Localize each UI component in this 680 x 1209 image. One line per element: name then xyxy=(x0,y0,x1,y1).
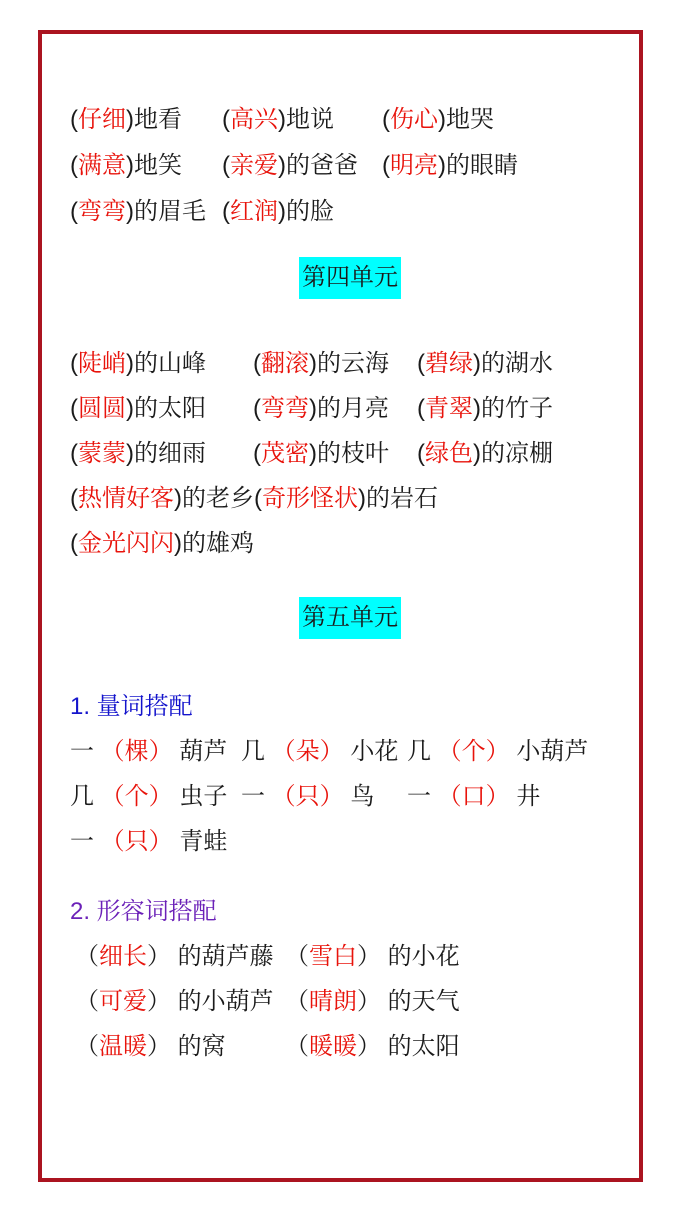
worksheet-content xyxy=(70,0,630,1069)
phrase xyxy=(70,819,241,864)
text-run: )地看 xyxy=(126,106,182,133)
phrase xyxy=(70,476,254,521)
text-run: ( xyxy=(70,485,78,512)
highlighted-word: 弯弯 xyxy=(78,198,126,225)
phrase-line xyxy=(70,934,630,979)
text-run: )的脸 xyxy=(278,198,334,225)
phrase xyxy=(253,341,417,386)
text-run: 井 xyxy=(509,783,541,810)
text-run: )的枝叶 xyxy=(309,440,389,467)
phrase-line xyxy=(70,979,630,1024)
section-title: 2. 形容词搭配 xyxy=(70,898,217,925)
text-run: ( xyxy=(253,395,261,422)
text-run: 一 xyxy=(407,783,438,810)
phrase-line xyxy=(70,97,630,143)
phrase xyxy=(417,431,553,476)
text-run: )的眼睛 xyxy=(438,152,518,179)
highlighted-word: 明亮 xyxy=(390,152,438,179)
text-run: )的竹子 xyxy=(473,395,553,422)
phrase xyxy=(417,341,553,386)
text-run: ( xyxy=(70,530,78,557)
text-run: )的云海 xyxy=(309,350,389,377)
phrase-line xyxy=(70,729,630,774)
text-run: ( xyxy=(70,350,78,377)
phrase-line xyxy=(70,774,630,819)
text-run: )的爸爸 xyxy=(278,152,358,179)
phrase xyxy=(70,386,253,431)
highlighted-word: 细长 xyxy=(99,943,147,970)
phrase-line xyxy=(70,819,630,864)
phrase xyxy=(70,729,241,774)
highlighted-word: 金光闪闪 xyxy=(78,530,174,557)
text-run: ( xyxy=(253,350,261,377)
highlighted-word: 茂密 xyxy=(261,440,309,467)
text-run: 小花 xyxy=(343,738,399,765)
unit-header-row xyxy=(70,257,630,299)
phrase xyxy=(70,189,222,235)
phrase xyxy=(75,979,285,1024)
highlighted-word: （只） xyxy=(100,828,173,855)
text-run: )的细雨 xyxy=(126,440,206,467)
highlighted-word: 温暖 xyxy=(99,1033,147,1060)
phrase-line xyxy=(70,143,630,189)
highlighted-word: 圆圆 xyxy=(78,395,126,422)
text-run: ） 的葫芦藤 xyxy=(147,943,274,970)
highlighted-word: （个） xyxy=(437,738,510,765)
text-run: （ xyxy=(285,988,309,1015)
text-run: 一 xyxy=(70,738,101,765)
phrase xyxy=(241,774,407,819)
text-run: （ xyxy=(285,1033,309,1060)
highlighted-word: 弯弯 xyxy=(261,395,309,422)
text-run: )的太阳 xyxy=(126,395,206,422)
text-run: 葫芦 xyxy=(172,738,228,765)
highlighted-word: 红润 xyxy=(230,198,278,225)
highlighted-word: （只） xyxy=(271,783,344,810)
highlighted-word: （朵） xyxy=(271,738,344,765)
text-run: ( xyxy=(70,440,78,467)
text-run: ( xyxy=(417,350,425,377)
highlighted-word: 可爱 xyxy=(99,988,147,1015)
highlighted-word: （口） xyxy=(437,783,510,810)
section-title: 1. 量词搭配 xyxy=(70,693,193,720)
phrase xyxy=(241,729,407,774)
text-run: ） 的窝 xyxy=(147,1033,226,1060)
phrase xyxy=(285,1024,460,1069)
text-run: 虫子 xyxy=(172,783,228,810)
text-run: 几 xyxy=(241,738,272,765)
phrase xyxy=(70,97,222,143)
text-run: )的岩石 xyxy=(358,485,438,512)
phrase xyxy=(407,774,540,819)
highlighted-word: 陡峭 xyxy=(78,350,126,377)
text-run: 一 xyxy=(70,828,101,855)
phrase-line xyxy=(70,341,630,386)
text-run: ( xyxy=(222,198,230,225)
phrase xyxy=(70,521,254,566)
highlighted-word: 热情好客 xyxy=(78,485,174,512)
highlighted-word: 碧绿 xyxy=(425,350,473,377)
text-run: （ xyxy=(285,943,309,970)
phrase-line xyxy=(70,1024,630,1069)
text-run: ） 的天气 xyxy=(357,988,460,1015)
phrase-section xyxy=(70,729,630,864)
phrase xyxy=(70,431,253,476)
text-run: ） 的小葫芦 xyxy=(147,988,274,1015)
phrase-section xyxy=(70,341,630,566)
phrase-line xyxy=(70,386,630,431)
highlighted-word: 满意 xyxy=(78,152,126,179)
highlighted-word: 绿色 xyxy=(425,440,473,467)
phrase xyxy=(407,729,588,774)
highlighted-word: 奇形怪状 xyxy=(262,485,358,512)
phrase xyxy=(253,431,417,476)
text-run: )的雄鸡 xyxy=(174,530,254,557)
text-run: ） 的太阳 xyxy=(357,1033,460,1060)
highlighted-word: （个） xyxy=(100,783,173,810)
text-run: ( xyxy=(70,198,78,225)
highlighted-word: 高兴 xyxy=(230,106,278,133)
highlighted-word: 亲爱 xyxy=(230,152,278,179)
highlighted-word: （棵） xyxy=(100,738,173,765)
text-run: ） 的小花 xyxy=(357,943,460,970)
phrase-section xyxy=(70,934,630,1069)
text-run: 几 xyxy=(407,738,438,765)
phrase xyxy=(382,97,494,143)
phrase xyxy=(75,934,285,979)
highlighted-word: 暖暖 xyxy=(309,1033,357,1060)
phrase-line xyxy=(70,521,630,566)
text-run: 青蛙 xyxy=(172,828,228,855)
phrase-line xyxy=(70,431,630,476)
phrase xyxy=(417,386,553,431)
phrase xyxy=(253,386,417,431)
text-run: ( xyxy=(222,152,230,179)
text-run: 几 xyxy=(70,783,101,810)
text-run: ( xyxy=(70,395,78,422)
phrase xyxy=(70,341,253,386)
text-run: )的山峰 xyxy=(126,350,206,377)
text-run: ( xyxy=(417,440,425,467)
phrase xyxy=(222,97,382,143)
highlighted-word: 伤心 xyxy=(390,106,438,133)
text-run: ( xyxy=(382,106,390,133)
highlighted-word: 蒙蒙 xyxy=(78,440,126,467)
text-run: （ xyxy=(75,1033,99,1060)
text-run: ( xyxy=(382,152,390,179)
phrase-line xyxy=(70,189,630,235)
text-run: )的眉毛 xyxy=(126,198,206,225)
text-run: ( xyxy=(417,395,425,422)
highlighted-word: 仔细 xyxy=(78,106,126,133)
highlighted-word: 晴朗 xyxy=(309,988,357,1015)
text-run: 鸟 xyxy=(343,783,375,810)
phrase xyxy=(382,143,518,189)
highlighted-word: 青翠 xyxy=(425,395,473,422)
text-run: )的月亮 xyxy=(309,395,389,422)
phrase-section xyxy=(70,97,630,235)
unit-header: 第五单元 xyxy=(299,597,401,639)
text-run: ( xyxy=(254,485,262,512)
text-run: )地笑 xyxy=(126,152,182,179)
text-run: ( xyxy=(253,440,261,467)
phrase-line xyxy=(70,476,630,521)
text-run: )的湖水 xyxy=(473,350,553,377)
text-run: ( xyxy=(70,152,78,179)
phrase xyxy=(75,1024,285,1069)
text-run: 小葫芦 xyxy=(509,738,589,765)
phrase xyxy=(285,979,460,1024)
phrase xyxy=(254,476,438,521)
text-run: ( xyxy=(222,106,230,133)
phrase xyxy=(70,143,222,189)
text-run: ( xyxy=(70,106,78,133)
phrase xyxy=(285,934,460,979)
phrase xyxy=(222,189,382,235)
text-run: )的凉棚 xyxy=(473,440,553,467)
highlighted-word: 翻滚 xyxy=(261,350,309,377)
phrase xyxy=(70,774,241,819)
phrase xyxy=(222,143,382,189)
text-run: )地说 xyxy=(278,106,334,133)
text-run: （ xyxy=(75,943,99,970)
unit-header-row xyxy=(70,597,630,639)
text-run: （ xyxy=(75,988,99,1015)
unit-header: 第四单元 xyxy=(299,257,401,299)
text-run: )的老乡 xyxy=(174,485,254,512)
highlighted-word: 雪白 xyxy=(309,943,357,970)
text-run: )地哭 xyxy=(438,106,494,133)
text-run: 一 xyxy=(241,783,272,810)
